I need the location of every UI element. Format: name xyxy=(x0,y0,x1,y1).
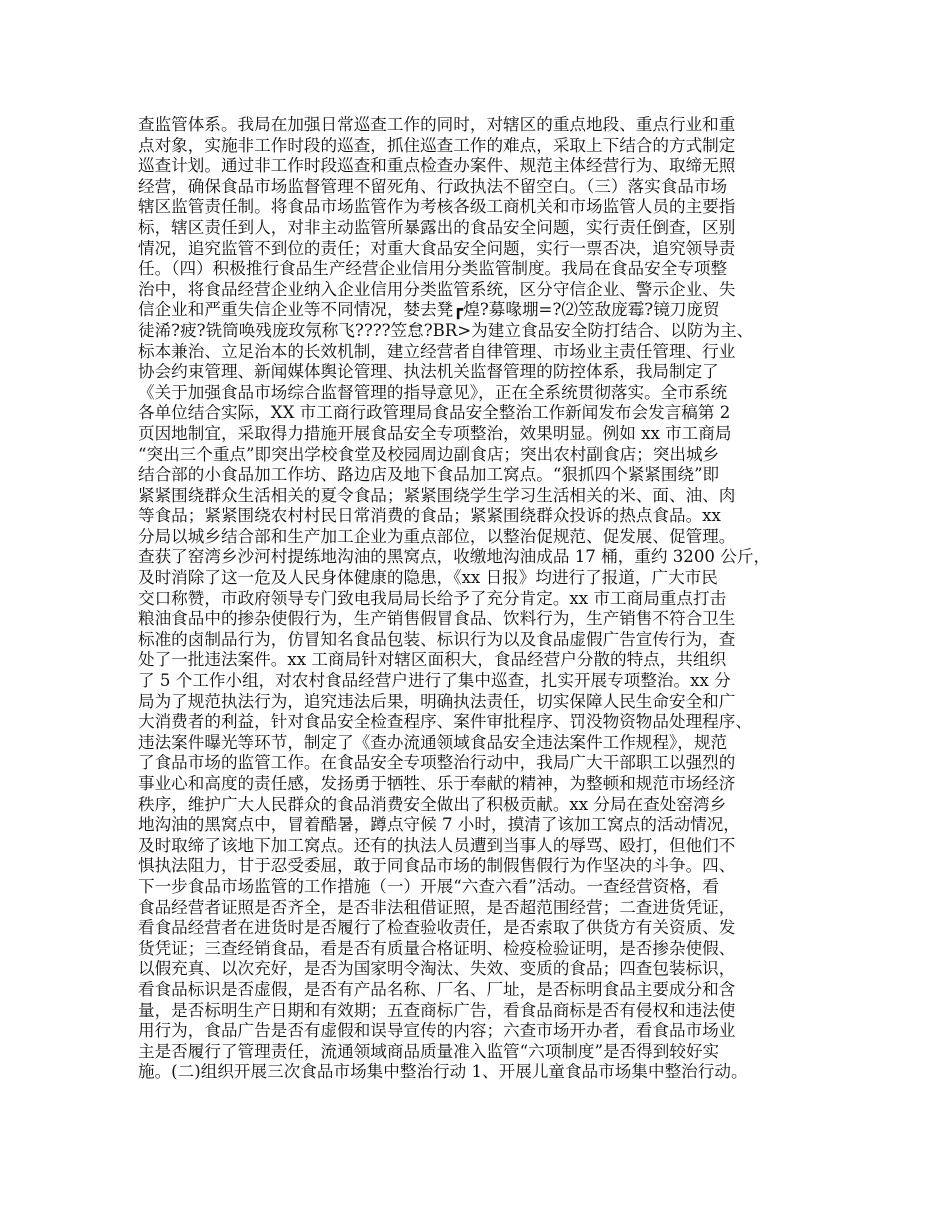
text-line: 交口称赞，市政府领导专门致电我局局长给予了充分肯定。xx 市工商局重点打击 xyxy=(138,588,727,608)
text-line: 量，是否标明生产日期和有效期；五查商标广告，看食品商标是否有侵权和违法使 xyxy=(138,1000,736,1020)
text-line: 协会约束管理、新闻媒体舆论管理、执法机关监督管理的防控体系，我局制定了 xyxy=(138,362,719,382)
text-line: 事业心和高度的责任感，发扬勇于牺牲、乐于奉献的精神，为整顿和规范市场经济 xyxy=(138,774,736,793)
text-line: 食品经营者证照是否齐全，是否非法租借证照，是否超范围经营；二查进货凭证， xyxy=(138,897,736,917)
text-line: 以假充真、以次充好，是否为国家明令淘汰、失效、变质的食品；四查包装标识， xyxy=(138,959,736,979)
text-line: 各单位结合实际，XX 市工商行政管理局食品安全整治工作新闻发布会发言稿第 2 xyxy=(138,403,731,423)
text-line: 任。（四）积极推行食品生产经营企业信用分类监管制度。我局在食品安全专项整 xyxy=(138,259,728,279)
text-line: 货凭证；三查经销食品，看是否有质量合格证明、检疫检验证明，是否掺杂使假、 xyxy=(138,938,736,958)
text-line: 巡查计划。通过非工作时段巡查和重点检查办案件、规范主体经营行为、取缔无照 xyxy=(138,156,736,176)
text-line: 地沟油的黑窝点中，冒着酷暑，蹲点守候 7 小时，摸清了该加工窝点的活动情况， xyxy=(138,815,740,835)
text-line: 主是否履行了管理责任，流通领域商品质量准入监管“六项制度”是否得到较好实 xyxy=(138,1041,720,1061)
text-line: 信企业和严重失信企业等不同情况，婪去凳┏煌?募喙堋=?⑵笠敌庞霉?镜刀庞贸 xyxy=(138,300,720,320)
text-line: 分局以城乡结合部和生产加工企业为重点部位，以整治促规范、促发展、促管理。 xyxy=(138,526,736,546)
text-line: 查获了窑湾乡沙河村提练地沟油的黑窝点，收缴地沟油成品 17 桶，重约 3200 公斤， xyxy=(138,547,771,567)
text-line: 标，辖区责任到人，对非主动监管所暴露出的食品安全问题，实行责任倒查，区别 xyxy=(138,217,736,237)
text-line: 看食品标识是否虚假，是否有产品名称、厂名、厂址，是否标明食品主要成分和含 xyxy=(138,979,736,999)
text-line: 处了一批违法案件。xx 工商局针对辖区面积大，食品经营户分散的特点，共组织 xyxy=(138,650,727,670)
text-line: 查监管体系。我局在加强日常巡查工作的同时，对辖区的重点地段、重点行业和重 xyxy=(138,115,736,134)
text-line: 施。(二)组织开展三次食品市场集中整治行动 1、开展儿童食品市场集中整治行动。 xyxy=(138,1062,748,1082)
text-line: 下一步食品市场监管的工作措施（一）开展“六查六看”活动。一查经营资格，看 xyxy=(138,876,720,896)
text-line: 标准的卤制品行为，仿冒知名食品包装、标识行为以及食品虚假广告宣传行为，查 xyxy=(138,629,736,649)
text-line: 及时取缔了该地下加工窝点。还有的执法人员遭到当事人的辱骂、殴打，但他们不 xyxy=(138,835,736,855)
text-line: 徒浠?疲?铣筒唤残庞玫氖称飞????笠怠?BR>为建立食品安全防打结合、以防为主、 xyxy=(138,320,754,340)
text-line: 治中，将食品经营企业纳入企业信用分类监管系统，区分守信企业、警示企业、失 xyxy=(138,279,736,299)
text-line: 粮油食品中的掺杂使假行为，生产销售假冒食品、饮料行为，生产销售不符合卫生 xyxy=(138,609,736,629)
text-line: 局为了规范执法行为，追究违法后果，明确执法责任，切实保障人民生命安全和广 xyxy=(138,691,736,711)
text-line: 惧执法阻力，甘于忍受委屈，敢于同食品市场的制假售假行为作坚决的斗争。四、 xyxy=(138,856,736,876)
text-line: 页因地制宜，采取得力措施开展食品安全专项整治，效果明显。例如 xx 市工商局 xyxy=(138,423,732,443)
text-line: 大消费者的利益，针对食品安全检查程序、案件审批程序、罚没物资物品处理程序、 xyxy=(138,712,752,732)
text-line: 秩序，维护广大人民群众的食品消费安全做出了积极贡献。xx 分局在查处窑湾乡 xyxy=(138,794,727,814)
text-line: 紧紧围绕群众生活相关的夏令食品；紧紧围绕学生学习生活相关的米、面、油、肉 xyxy=(138,485,736,505)
text-line: 标本兼治、立足治本的长效机制，建立经营者自律管理、市场业主责任管理、行业 xyxy=(138,341,736,361)
text-line: 经营，确保食品市场监督管理不留死角、行政执法不留空白。（三）落实食品市场 xyxy=(138,176,728,196)
text-line: 了 5 个工作小组，对农村食品经营户进行了集中巡查，扎实开展专项整治。xx 分 xyxy=(138,671,731,691)
text-line: 结合部的小食品加工作坊、路边店及地下食品加工窝点。“狠抓四个紧紧围绕”即 xyxy=(138,465,720,485)
text-line: 辖区监管责任制。将食品市场监管作为考核各级工商机关和市场监管人员的主要指 xyxy=(138,197,736,217)
text-line: 违法案件曝光等环节，制定了《查办流通领域食品安全违法案件工作规程》，规范 xyxy=(138,732,728,752)
text-line: 了食品市场的监管工作。在食品安全专项整治行动中，我局广大干部职工以强烈的 xyxy=(138,753,736,773)
text-line: 用行为，食品广告是否有虚假和误导宣传的内容；六查市场开办者，看食品市场业 xyxy=(138,1021,736,1041)
text-line: 点对象，实施非工作时段的巡查，抓住巡查工作的难点，采取上下结合的方式制定 xyxy=(138,135,736,155)
text-line: “突出三个重点”即突出学校食堂及校园周边副食店；突出农村副食店；突出城乡 xyxy=(138,444,720,464)
text-line: 《关于加强食品市场综合监督管理的指导意见》，正在全系统贯彻落实。全市系统 xyxy=(138,382,728,402)
text-line: 情况，追究监管不到位的责任；对重大食品安全问题，实行一票否决，追究领导责 xyxy=(138,238,736,258)
body-paragraph xyxy=(138,115,828,1083)
text-line: 等食品；紧紧围绕农村村民日常消费的食品；紧紧围绕群众投诉的热点食品。xx xyxy=(138,506,721,526)
text-line: 及时消除了这一危及人民身体健康的隐患，《xx 日报》均进行了报道，广大市民 xyxy=(138,568,718,588)
text-line: 看食品经营者在进货时是否履行了检查验收责任，是否索取了供货方有关资质、发 xyxy=(138,918,736,938)
